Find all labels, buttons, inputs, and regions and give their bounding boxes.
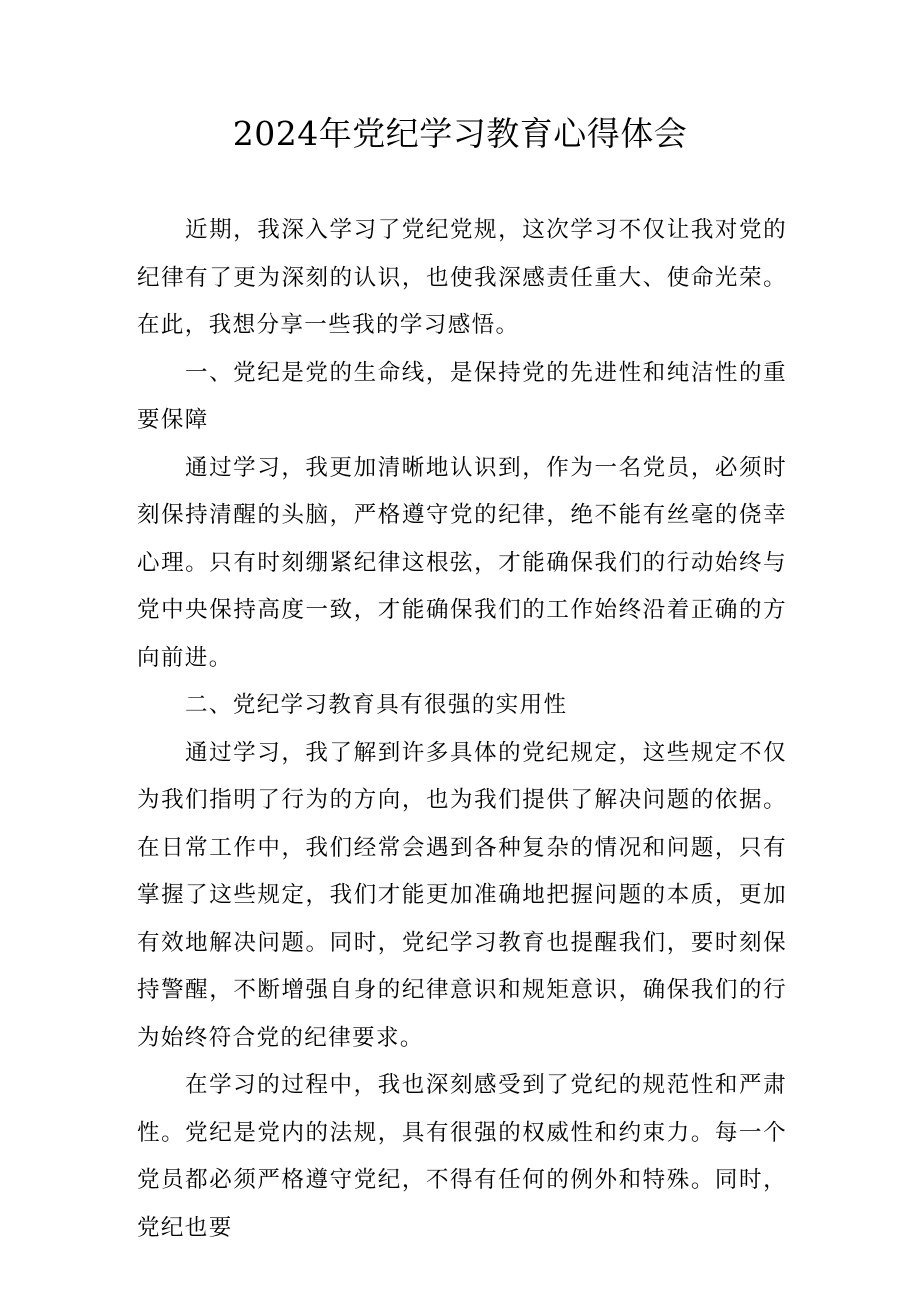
document-title: 2024年党纪学习教育心得体会	[232, 114, 688, 153]
paragraph-intro: 近期，我深入学习了党纪党规，这次学习不仅让我对党的纪律有了更为深刻的认识，也使我深感责任重大、使命光荣。在此，我想分享一些我的学习感悟。	[137, 217, 787, 338]
section-heading-1: 一、党纪是党的生命线，是保持党的先进性和纯洁性的重要保障	[137, 359, 787, 433]
paragraph-section-2: 通过学习，我了解到许多具体的党纪规定，这些规定不仅为我们指明了行为的方向，也为我们提供了解决问题的依据。在日常工作中，我们经常会遇到各种复杂的情况和问题，只有掌握了这些规定，我们才能更加准确地把握问题的本质，更加有效地解决问题。同时，党纪学习教育也提醒我们，要时刻保持警醒，不断增强自身的纪律意识和规矩意识，确保我们的行为始终符合党的纪律要求。	[137, 739, 787, 1051]
document-body	[137, 207, 787, 1252]
paragraph-section-1: 通过学习，我更加清晰地认识到，作为一名党员，必须时刻保持清醒的头脑，严格遵守党的纪律，绝不能有丝毫的侥幸心理。只有时刻绷紧纪律这根弦，才能确保我们的行动始终与党中央保持高度一致，才能确保我们的工作始终沿着正确的方向前进。	[137, 454, 787, 671]
paragraph-closing: 在学习的过程中，我也深刻感受到了党纪的规范性和严肃性。党纪是党内的法规，具有很强的权威性和约束力。每一个党员都必须严格遵守党纪，不得有任何的例外和特殊。同时，党纪也要	[137, 1072, 787, 1241]
section-heading-2: 二、党纪学习教育具有很强的实用性	[185, 692, 568, 718]
